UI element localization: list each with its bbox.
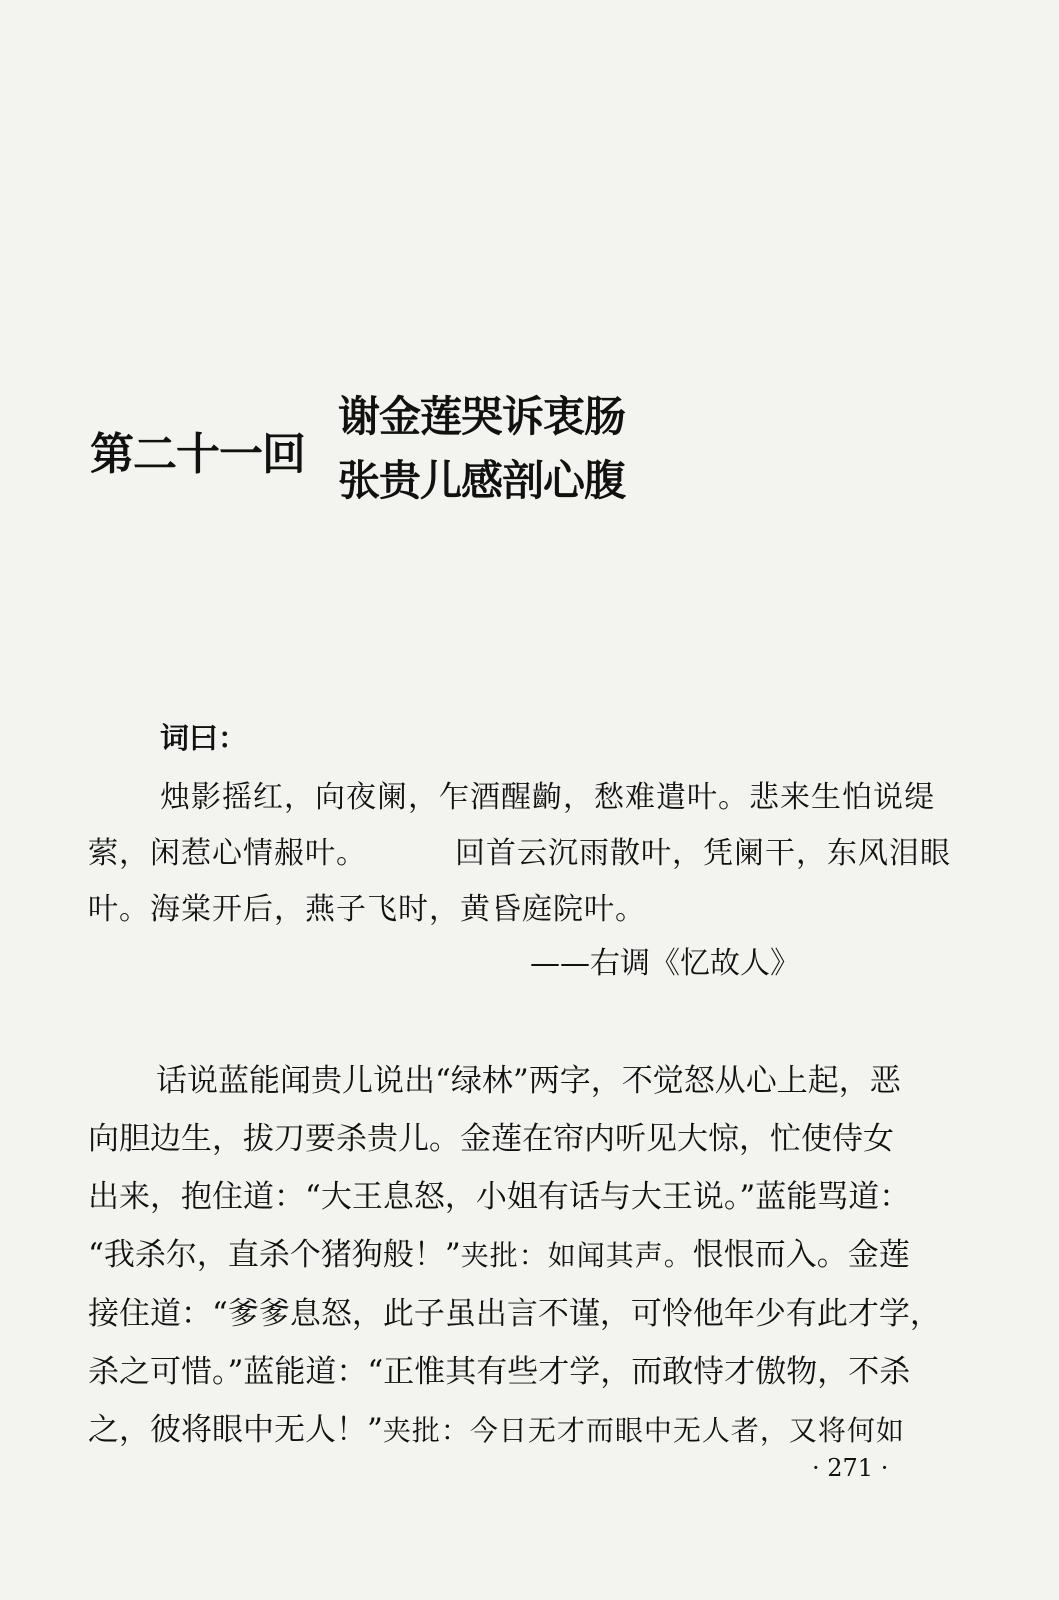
body-line-2: 向胆边生，拔刀要杀贵儿。金莲在帘内听见大惊，忙使侍女	[88, 1121, 894, 1157]
body-line-3: 出来，抱住道：“大王息怒，小姐有话与大王说。”蓝能骂道：	[88, 1179, 911, 1215]
marginal-note: 夹批：今日无才而眼中无人者，又将何如	[382, 1414, 905, 1447]
chapter-number: 第二十一回	[90, 429, 305, 480]
chapter-title	[338, 385, 625, 513]
body-line-4-rest: 恨恨而入。金莲	[692, 1237, 910, 1273]
body-line-4-main: “我杀尔，直杀个猪狗般！”	[88, 1237, 461, 1273]
poem-line-3: 叶。海棠开后，燕子飞时，黄昏庭院叶。	[88, 892, 646, 927]
chapter-title-line-1: 谢金莲哭诉衷肠	[338, 392, 626, 441]
body-line-6: 杀之可惜。”蓝能道：“正惟其有些才学，而敢恃才傲物，不杀	[88, 1354, 911, 1390]
page-number: · 271 ·	[812, 1454, 889, 1482]
body-text	[88, 1052, 941, 1460]
body-line-1: 话说蓝能闻贵儿说出“绿林”两字，不觉怒从心上起，恶	[156, 1063, 901, 1099]
poem-line-2-part-2: 回首云沉雨散叶，凭阑干，东风泪眼	[455, 836, 951, 871]
poem-line-2	[88, 826, 951, 882]
chapter-title-line-2: 张贵儿感剖心腹	[338, 456, 626, 505]
body-line-7-main: 之，彼将眼中无人！”	[88, 1412, 383, 1448]
marginal-note: 夹批：如闻其声。	[460, 1239, 693, 1272]
body-line-5: 接住道：“爹爹息怒，此子虽出言不谨，可怜他年少有此才学，	[88, 1296, 941, 1332]
poem-line-1: 烛影摇红，向夜阑，乍酒醒齣，愁难遣叶。悲来生怕说缇	[160, 780, 935, 815]
ci-label: 词曰：	[160, 721, 248, 755]
poem-attribution: ——右调《忆故人》	[530, 946, 800, 981]
poem-line-2-part-1: 萦，闲惹心情赧叶。	[88, 836, 367, 871]
body-line-7	[88, 1401, 928, 1460]
poem	[88, 770, 951, 938]
body-line-4	[88, 1226, 928, 1285]
